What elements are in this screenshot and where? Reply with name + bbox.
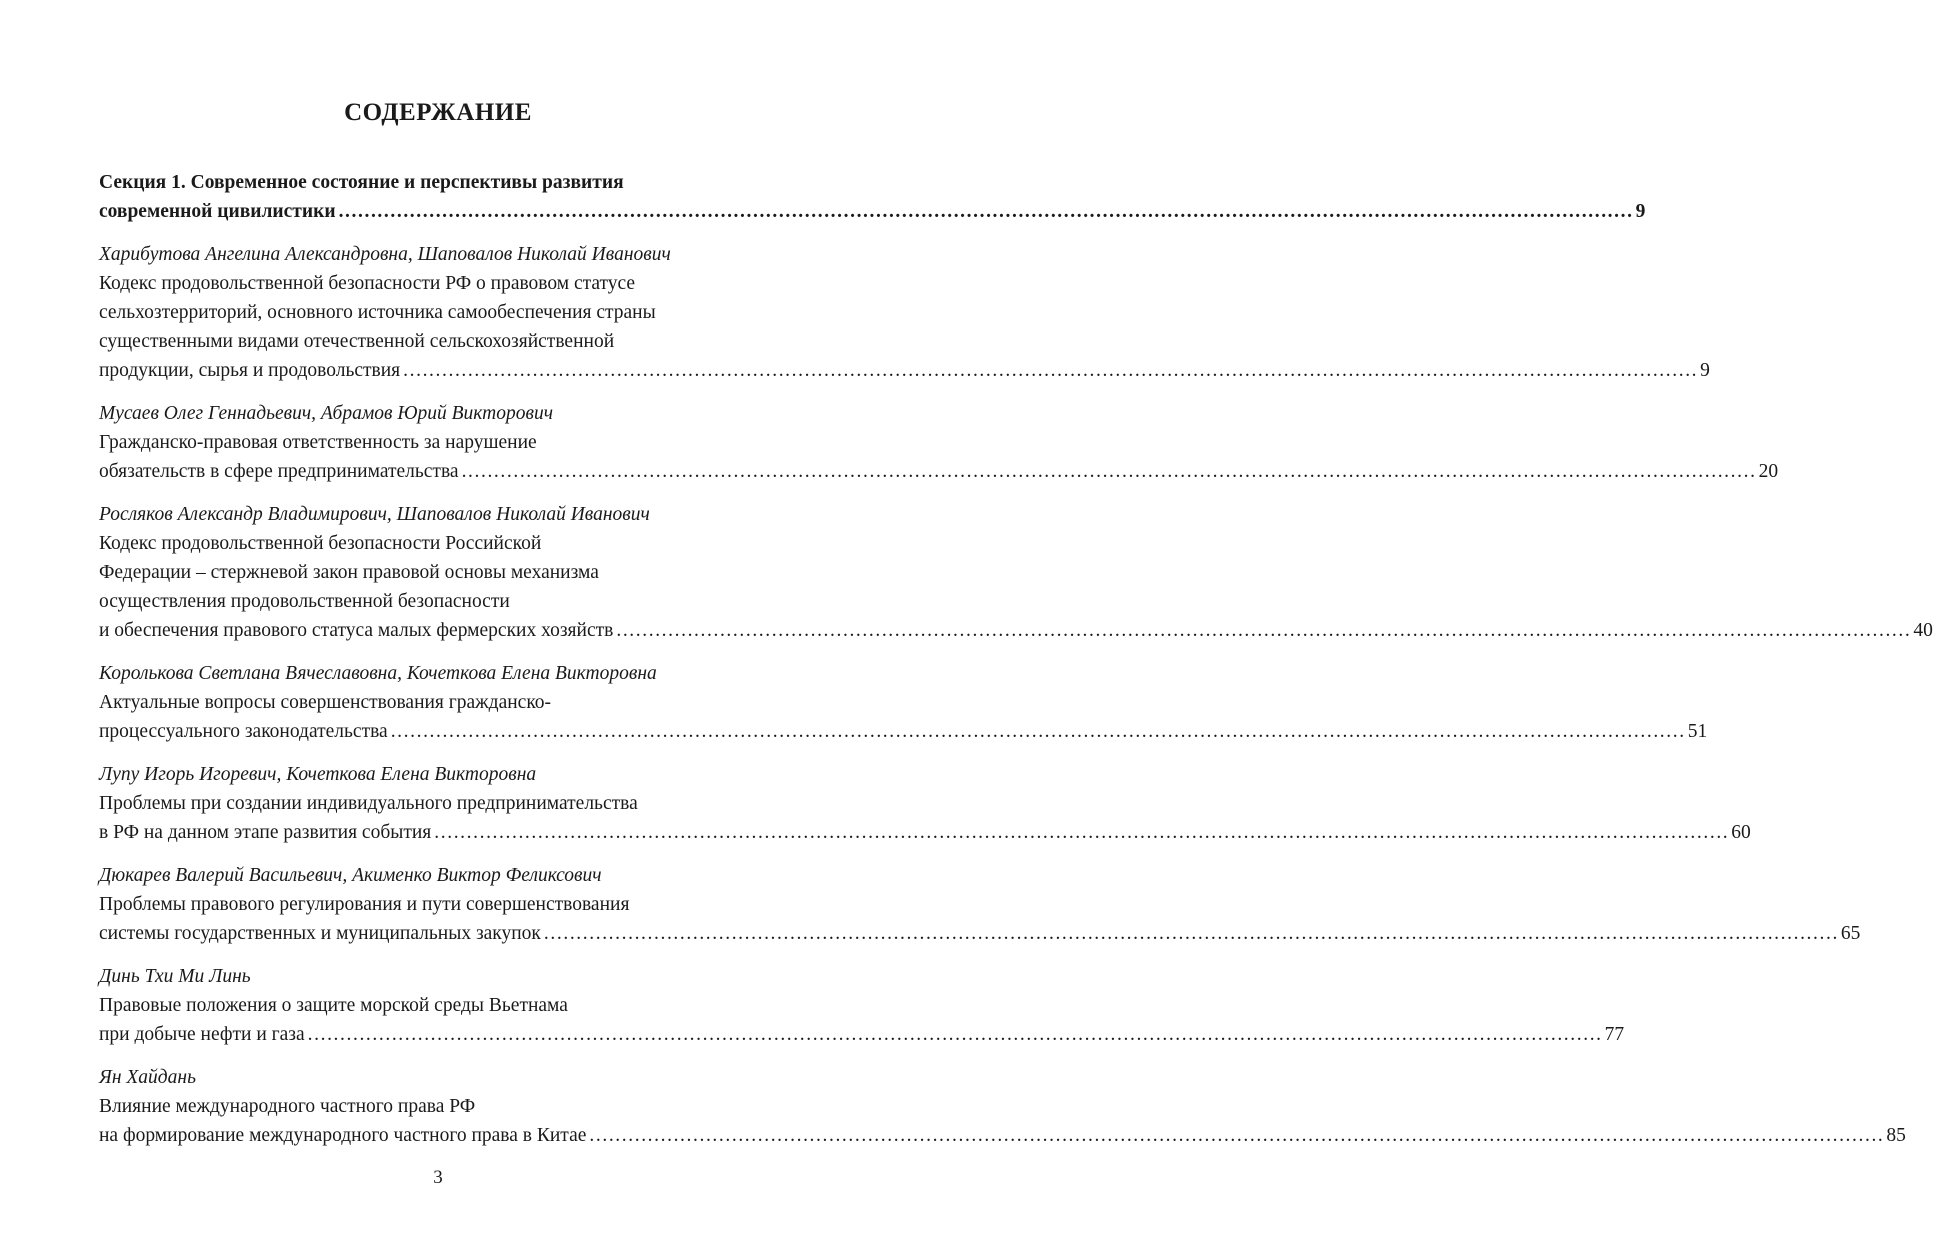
- dot-leader: ........................................................................................................................................................................................................: [434, 822, 1730, 843]
- page-number: 3: [433, 1167, 443, 1188]
- entry-title-tail: обязательств в сфере предпринимательства: [99, 461, 459, 482]
- toc-entry[interactable]: [99, 240, 1710, 385]
- entry-title-tail: при добыче нефти и газа: [99, 1024, 305, 1045]
- entry-title-line: Проблемы при создании индивидуального предпринимательства: [99, 793, 638, 814]
- entry-authors: Ян Хайдань: [99, 1067, 196, 1088]
- dot-leader: ........................................................................................................................................................................................................: [589, 1125, 1885, 1146]
- toc-entry[interactable]: [99, 760, 1751, 847]
- page-ref: 51: [1687, 721, 1708, 742]
- entry-title-last-line: [99, 818, 1751, 847]
- entry-title-tail: системы государственных и муниципальных закупок: [99, 923, 541, 944]
- entry-title-last-line: [99, 616, 1933, 645]
- entry-title-line: Федерации – стержневой закон правовой основы механизма: [99, 562, 599, 583]
- entry-authors: Динь Тхи Ми Линь: [99, 966, 251, 987]
- dot-leader: ........................................................................................................................................................................................................: [403, 360, 1699, 381]
- entry-title-line: существенными видами отечественной сельскохозяйственной: [99, 331, 615, 352]
- entry-authors: Дюкарев Валерий Васильевич, Акименко Виктор Феликсович: [99, 865, 602, 886]
- toc-entry[interactable]: [99, 500, 1933, 645]
- entry-title-tail: на формирование международного частного права в Китае: [99, 1125, 587, 1146]
- page-ref: 77: [1604, 1024, 1625, 1045]
- entry-title-line: осуществления продовольственной безопасности: [99, 591, 510, 612]
- entry-title-tail: процессуального законодательства: [99, 721, 388, 742]
- dot-leader: ........................................................................................................................................................................................................: [338, 201, 1634, 222]
- entry-title-line: Влияние международного частного права РФ: [99, 1096, 476, 1117]
- dot-leader: ........................................................................................................................................................................................................: [307, 1024, 1603, 1045]
- section-title-line: Секция 1. Современное состояние и перспективы развития: [99, 172, 624, 193]
- page-ref: 9: [1700, 360, 1710, 381]
- entry-title-tail: продукции, сырья и продовольствия: [99, 360, 401, 381]
- entry-title-last-line: [99, 457, 1779, 486]
- dot-leader: ........................................................................................................................................................................................................: [543, 923, 1839, 944]
- entry-title-line: Правовые положения о защите морской среды Вьетнама: [99, 995, 568, 1016]
- entry-authors: Росляков Александр Владимирович, Шаповалов Николай Иванович: [99, 504, 650, 525]
- page-ref: 20: [1758, 461, 1779, 482]
- entry-authors: Лупу Игорь Игоревич, Кочеткова Елена Викторовна: [99, 764, 537, 785]
- entry-title-last-line: [99, 919, 1861, 948]
- page-ref: 40: [1913, 620, 1933, 641]
- entry-title-last-line: [99, 356, 1710, 385]
- dot-leader: ........................................................................................................................................................................................................: [461, 461, 1757, 482]
- entry-title-tail: и обеспечения правового статуса малых фермерских хозяйств: [99, 620, 614, 641]
- entry-authors: Королькова Светлана Вячеславовна, Кочеткова Елена Викторовна: [99, 663, 657, 684]
- entry-title-last-line: [99, 717, 1708, 746]
- page-ref: 60: [1731, 822, 1751, 843]
- page-ref: 85: [1886, 1125, 1906, 1146]
- entry-authors: Харибутова Ангелина Александровна, Шаповалов Николай Иванович: [99, 244, 671, 265]
- entry-title-line: Кодекс продовольственной безопасности Российской: [99, 533, 542, 554]
- entry-title-line: Кодекс продовольственной безопасности РФ о правовом статусе: [99, 273, 636, 294]
- entry-title-line: Гражданско-правовая ответственность за нарушение: [99, 432, 537, 453]
- toc-entry[interactable]: [99, 1063, 1906, 1150]
- dot-leader: ........................................................................................................................................................................................................: [616, 620, 1912, 641]
- toc-list: [99, 168, 1933, 1164]
- entry-title-last-line: [99, 1121, 1906, 1150]
- entry-title-last-line: [99, 1020, 1625, 1049]
- section-title-tail: современной цивилистики: [99, 201, 336, 222]
- toc-entry[interactable]: [99, 659, 1708, 746]
- dot-leader: ........................................................................................................................................................................................................: [390, 721, 1686, 742]
- entry-authors: Мусаев Олег Геннадьевич, Абрамов Юрий Викторович: [99, 403, 554, 424]
- entry-title-line: Проблемы правового регулирования и пути совершенствования: [99, 894, 630, 915]
- page-title: СОДЕРЖАНИЕ: [344, 99, 532, 126]
- entry-title-line: Актуальные вопросы совершенствования гражданско-: [99, 692, 552, 713]
- entry-title-tail: в РФ на данном этапе развития события: [99, 822, 432, 843]
- section-heading[interactable]: [99, 168, 1646, 226]
- page-ref: 65: [1840, 923, 1861, 944]
- toc-entry[interactable]: [99, 861, 1861, 948]
- toc-entry[interactable]: [99, 962, 1625, 1049]
- toc-entry[interactable]: [99, 399, 1779, 486]
- section-title-last-line: [99, 197, 1646, 226]
- page-ref: 9: [1635, 201, 1646, 222]
- entry-title-line: сельхозтерриторий, основного источника самообеспечения страны: [99, 302, 656, 323]
